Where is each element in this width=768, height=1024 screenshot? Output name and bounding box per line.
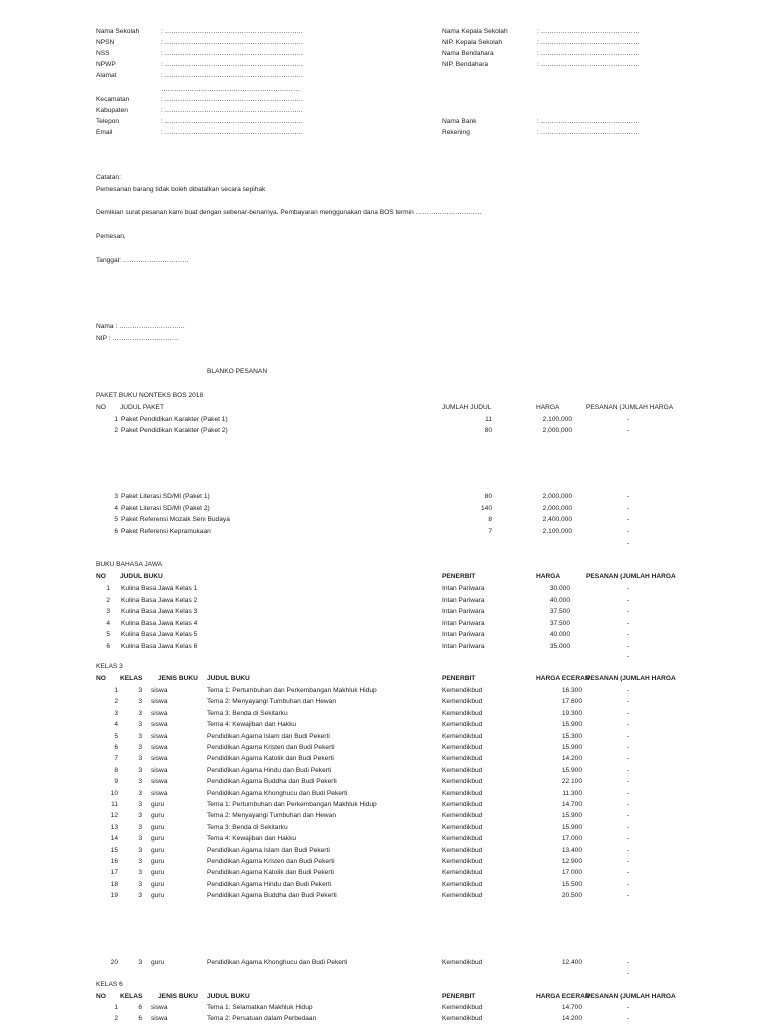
- row-judul: Pendidikan Agama Kristen dan Budi Pekerti: [207, 858, 335, 865]
- row-pesanan: -: [626, 698, 630, 706]
- row-no: 2: [114, 1015, 118, 1023]
- row-pesanan: -: [626, 416, 630, 423]
- row-penerbit: Intan Pariwara: [442, 608, 485, 616]
- row-penerbit: Kemendikbud: [442, 869, 483, 877]
- row-harga: 15.300: [561, 732, 582, 740]
- col-header-pesanan: PESANAN (JUMLAH HARGA: [586, 675, 676, 682]
- row-judul: Paket Literasi SD/MI (Paket 1): [121, 493, 210, 500]
- row-penerbit: Kemendikbud: [442, 846, 483, 854]
- row-penerbit: Kemendikbud: [442, 880, 483, 888]
- row-pesanan: -: [626, 732, 630, 740]
- header-field-value: : ………………………………………: [537, 129, 640, 136]
- row-no: 1: [114, 1004, 118, 1011]
- row-jenis: siswa: [151, 687, 168, 694]
- col-header-no: NO: [96, 675, 106, 682]
- row-jenis: siswa: [151, 709, 168, 717]
- col-header-judul: JUDUL BUKU: [207, 993, 250, 1000]
- row-harga: 15.900: [561, 812, 582, 820]
- row-no: 6: [106, 643, 110, 650]
- row-jenis: guru: [151, 801, 165, 808]
- row-kelas: 3: [138, 892, 142, 900]
- row-penerbit: Kemendikbud: [442, 721, 483, 729]
- header-field-value: : ………………………………………………………: [161, 28, 304, 35]
- row-jenis: guru: [151, 880, 165, 888]
- row-no: 3: [114, 709, 118, 717]
- col-header-harga: HARGA ECERAN: [536, 993, 590, 1000]
- row-harga: 15.900: [561, 721, 582, 729]
- section-title-kelas6: KELAS 6: [96, 981, 123, 988]
- row-judul: Tema 3: Benda di Sekitarku: [207, 709, 288, 717]
- row-harga: 15.900: [561, 823, 582, 831]
- col-header-judul: JUDUL BUKU: [120, 573, 163, 580]
- col-header-pesanan: PESANAN (JUMLAH HARGA: [586, 404, 674, 411]
- row-judul: Pendidikan Agama Katolik dan Budi Pekerti: [207, 869, 334, 877]
- row-kelas: 3: [138, 778, 142, 786]
- row-no: 16: [110, 858, 118, 865]
- row-pesanan: -: [626, 835, 630, 843]
- row-kelas: 3: [138, 721, 142, 729]
- nip-field: NIP : …………………………: [96, 335, 179, 342]
- row-jenis: guru: [151, 835, 165, 843]
- row-jenis: siswa: [151, 766, 168, 774]
- row-kelas: 3: [138, 698, 142, 706]
- col-header-no: NO: [96, 573, 106, 580]
- row-harga: 2,100,000: [542, 416, 572, 423]
- row-pesanan: -: [626, 755, 630, 763]
- catatan-label: Catatan:: [96, 174, 121, 181]
- row-harga: 17.000: [561, 835, 582, 843]
- row-judul: Paket Pendidikan Karakter (Paket 2): [121, 427, 228, 434]
- row-pesanan: -: [626, 846, 630, 854]
- row-penerbit: Kemendikbud: [442, 801, 483, 808]
- header-field-value: : ………………………………………………………: [161, 50, 304, 57]
- row-jenis: guru: [151, 812, 165, 820]
- row-no: 6: [114, 528, 118, 536]
- row-jenis: siswa: [151, 755, 168, 763]
- section-total: -: [626, 653, 630, 660]
- col-header-penerbit: PENERBIT: [442, 993, 476, 1000]
- row-pesanan: -: [626, 709, 630, 717]
- row-penerbit: Kemendikbud: [442, 835, 483, 843]
- row-harga: 17.600: [561, 698, 582, 706]
- header-field-label: Nama Kepala Sekolah: [442, 28, 508, 35]
- col-header-harga: HARGA ECERAN: [536, 675, 590, 682]
- row-penerbit: Kemendikbud: [442, 766, 483, 774]
- row-jenis: siswa: [151, 789, 168, 797]
- header-field-label: Nama Sekolah: [96, 28, 140, 35]
- section-total: -: [626, 970, 630, 977]
- row-kelas: 3: [138, 744, 142, 751]
- row-harga: 2,000,000: [542, 504, 572, 512]
- row-kelas: 3: [138, 835, 142, 843]
- row-penerbit: Kemendikbud: [442, 687, 483, 694]
- col-header-jenis: JENIS BUKU: [158, 675, 198, 682]
- row-harga: 17.000: [561, 869, 582, 877]
- header-field-value: : ………………………………………………………: [161, 61, 304, 68]
- header-field-label: NIP. Bendahara: [442, 61, 489, 68]
- row-harga: 14.700: [561, 801, 582, 808]
- row-jenis: siswa: [151, 778, 168, 786]
- row-penerbit: Intan Pariwara: [442, 585, 485, 592]
- row-penerbit: Kemendikbud: [442, 892, 483, 900]
- row-pesanan: -: [626, 869, 630, 877]
- row-harga: 20.500: [561, 892, 582, 900]
- row-judul: Tema 4: Kewajiban dan Hakku: [207, 721, 297, 729]
- row-jumlah: 8: [488, 516, 492, 524]
- header-field-value: : ………………………………………: [537, 39, 640, 46]
- header-field-value: : ………………………………………………………: [161, 129, 304, 136]
- row-judul: Tema 4: Kewajiban dan Hakku: [207, 835, 297, 843]
- row-no: 5: [106, 631, 110, 639]
- row-harga: 16.300: [561, 687, 582, 694]
- row-no: 19: [110, 892, 118, 900]
- row-pesanan: -: [626, 631, 630, 639]
- col-header-kelas: KELAS: [120, 993, 143, 1000]
- row-judul: Kulina Basa Jawa Kelas 2: [121, 596, 198, 604]
- row-harga: 12.400: [561, 959, 582, 966]
- row-pesanan: -: [626, 778, 630, 786]
- row-harga: 19.300: [561, 709, 582, 717]
- row-penerbit: Kemendikbud: [442, 823, 483, 831]
- row-pesanan: -: [626, 823, 630, 831]
- row-kelas: 3: [138, 858, 142, 865]
- col-header-pesanan: PESANAN (JUMLAH HARGA: [586, 993, 676, 1000]
- blanko-title: BLANKO PESANAN: [207, 368, 268, 375]
- row-pesanan: -: [626, 504, 630, 512]
- header-field-label: NIP. Kepala Sekolah: [442, 39, 502, 46]
- row-pesanan: -: [626, 643, 630, 650]
- row-no: 1: [114, 687, 118, 694]
- row-judul: Pendidikan Agama Buddha dan Budi Pekerti: [207, 778, 337, 786]
- row-harga: 37.500: [549, 619, 570, 627]
- row-no: 2: [106, 596, 110, 604]
- row-no: 17: [110, 869, 118, 877]
- row-kelas: 3: [138, 732, 142, 740]
- row-judul: Pendidikan Agama Hindu dan Budi Pekerti: [207, 880, 332, 888]
- row-jenis: siswa: [151, 698, 168, 706]
- row-penerbit: Kemendikbud: [442, 812, 483, 820]
- row-penerbit: Kemendikbud: [442, 1015, 483, 1023]
- col-header-no: NO: [96, 404, 106, 411]
- header-field-label: Telepon: [96, 118, 120, 125]
- col-header-penerbit: PENERBIT: [442, 675, 476, 682]
- header-field-label: Nama Bank: [442, 118, 477, 125]
- row-kelas: 3: [138, 880, 142, 888]
- row-jenis: siswa: [151, 732, 168, 740]
- row-penerbit: Kemendikbud: [442, 755, 483, 763]
- header-field-value: : ………………………………………: [537, 28, 640, 35]
- section-total: -: [626, 540, 630, 547]
- row-pesanan: -: [626, 744, 630, 751]
- row-no: 5: [114, 516, 118, 524]
- header-field-label: Kecamatan: [96, 96, 130, 103]
- header-field-value: : ………………………………………………………: [161, 118, 304, 125]
- row-judul: Tema 2: Persatuan dalam Perbedaan: [207, 1015, 317, 1023]
- row-kelas: 3: [138, 687, 142, 694]
- header-field-label: Email: [96, 129, 113, 136]
- row-no: 2: [114, 427, 118, 434]
- row-harga: 14.200: [561, 1015, 582, 1023]
- row-harga: 12.900: [561, 858, 582, 865]
- row-jenis: guru: [151, 959, 165, 966]
- row-harga: 40.000: [549, 596, 570, 604]
- header-field-label: Rekening: [442, 129, 470, 136]
- row-harga: 22.100: [561, 778, 582, 786]
- row-jumlah: 140: [480, 504, 492, 512]
- section-title-paket: PAKET BUKU NONTEKS BOS 2018: [96, 392, 204, 399]
- row-pesanan: -: [626, 596, 630, 604]
- row-pesanan: -: [626, 892, 630, 900]
- col-header-kelas: KELAS: [120, 675, 143, 682]
- row-kelas: 3: [138, 823, 142, 831]
- row-jenis: guru: [151, 858, 165, 865]
- nama-field: Nama : …………………………: [96, 323, 186, 330]
- row-no: 3: [106, 608, 110, 616]
- row-kelas: 3: [138, 812, 142, 820]
- row-jenis: guru: [151, 869, 165, 877]
- row-pesanan: -: [626, 801, 630, 808]
- header-field-value: : ………………………………………………………: [161, 96, 304, 103]
- row-no: 14: [110, 835, 118, 843]
- col-header-jenis: JENIS BUKU: [158, 993, 198, 1000]
- header-field-label: NSS: [96, 50, 110, 57]
- header-field-label: NPWP: [96, 61, 116, 68]
- row-judul: Pendidikan Agama Kristen dan Budi Pekerti: [207, 744, 335, 751]
- row-judul: Pendidikan Agama Islam dan Budi Pekerti: [207, 732, 330, 740]
- row-no: 10: [110, 789, 118, 797]
- row-judul: Tema 3: Benda di Sekitarku: [207, 823, 288, 831]
- row-kelas: 3: [138, 801, 142, 808]
- row-no: 4: [114, 721, 118, 729]
- row-penerbit: Intan Pariwara: [442, 643, 485, 650]
- row-pesanan: -: [626, 427, 630, 434]
- row-no: 18: [110, 880, 118, 888]
- row-judul: Pendidikan Agama Katolik dan Budi Pekerti: [207, 755, 334, 763]
- row-no: 1: [114, 416, 118, 423]
- col-header-penerbit: PENERBIT: [442, 573, 476, 580]
- row-kelas: 3: [138, 766, 142, 774]
- header-field-value: ………………………………………………………: [161, 86, 300, 93]
- row-judul: Tema 1: Pertumbuhan dan Perkembangan Makhluk Hidup: [207, 687, 377, 694]
- row-no: 2: [114, 698, 118, 706]
- row-pesanan: -: [626, 619, 630, 627]
- row-pesanan: -: [626, 585, 630, 592]
- row-harga: 37.500: [549, 608, 570, 616]
- row-judul: Tema 2: Menyayangi Tumbuhan dan Hewan: [207, 698, 337, 706]
- col-header-harga: HARGA: [536, 404, 560, 411]
- row-jenis: siswa: [151, 721, 168, 729]
- row-no: 1: [106, 585, 110, 592]
- col-header-jumlah: JUMLAH JUDUL: [442, 404, 492, 411]
- header-field-value: : ………………………………………: [537, 50, 640, 57]
- header-field-value: : ………………………………………: [537, 61, 640, 68]
- row-judul: Kulina Basa Jawa Kelas 5: [121, 631, 198, 639]
- row-penerbit: Intan Pariwara: [442, 596, 485, 604]
- header-field-value: : ………………………………………: [537, 118, 640, 125]
- row-no: 5: [114, 732, 118, 740]
- row-penerbit: Intan Pariwara: [442, 619, 485, 627]
- row-kelas: 3: [138, 959, 142, 966]
- row-pesanan: -: [626, 493, 630, 500]
- row-penerbit: Kemendikbud: [442, 789, 483, 797]
- row-pesanan: -: [626, 880, 630, 888]
- row-harga: 11.300: [562, 789, 582, 797]
- row-harga: 14.200: [561, 755, 582, 763]
- pemesan-label: Pemesan,: [96, 233, 126, 240]
- row-harga: 40.000: [549, 631, 570, 639]
- row-no: 6: [114, 744, 118, 751]
- row-judul: Kulina Basa Jawa Kelas 6: [121, 643, 198, 650]
- row-judul: Paket Literasi SD/MI (Paket 2): [121, 504, 210, 512]
- row-penerbit: Kemendikbud: [442, 709, 483, 717]
- row-jenis: siswa: [151, 744, 168, 751]
- header-field-label: NPSN: [96, 39, 115, 46]
- row-no: 4: [106, 619, 110, 627]
- row-no: 13: [110, 823, 118, 831]
- row-judul: Kulina Basa Jawa Kelas 1: [121, 585, 198, 592]
- row-judul: Kulina Basa Jawa Kelas 4: [121, 619, 198, 627]
- row-kelas: 3: [138, 755, 142, 763]
- row-pesanan: -: [626, 721, 630, 729]
- col-header-harga: HARGA: [536, 573, 561, 580]
- row-no: 20: [110, 959, 118, 966]
- row-pesanan: -: [626, 812, 630, 820]
- row-kelas: 3: [138, 846, 142, 854]
- tanggal-field: Tanggal: …………………………: [96, 257, 189, 264]
- col-header-judul: JUDUL BUKU: [207, 675, 250, 682]
- row-harga: 2,400,000: [542, 516, 572, 524]
- row-judul: Pendidikan Agama Khonghucu dan Budi Pekerti: [207, 789, 348, 797]
- row-harga: 14.700: [561, 1004, 582, 1011]
- row-harga: 2,100,000: [542, 528, 572, 536]
- row-harga: 35.000: [549, 643, 570, 650]
- row-no: 11: [111, 801, 118, 808]
- row-jumlah: 80: [484, 427, 492, 434]
- row-judul: Kulina Basa Jawa Kelas 3: [121, 608, 198, 616]
- row-harga: 15.900: [561, 744, 582, 751]
- row-jenis: siswa: [151, 1004, 168, 1011]
- row-kelas: 3: [138, 789, 142, 797]
- row-kelas: 6: [138, 1004, 142, 1011]
- row-kelas: 6: [138, 1015, 142, 1023]
- row-harga: 2,000,000: [542, 427, 572, 434]
- row-pesanan: -: [626, 1004, 630, 1011]
- row-harga: 2,000,000: [542, 493, 572, 500]
- row-judul: Pendidikan Agama Hindu dan Budi Pekerti: [207, 766, 332, 774]
- row-judul: Paket Referensi Mozaik Seni Budaya: [121, 516, 230, 524]
- row-penerbit: Kemendikbud: [442, 1004, 483, 1011]
- section-title-kelas3: KELAS 3: [96, 663, 123, 670]
- row-judul: Tema 1: Selamatkan Makhluk Hidup: [207, 1004, 313, 1011]
- section-title-jawa: BUKU BAHASA JAWA: [96, 561, 163, 568]
- statement-text: Demikian surat pesanan kami buat dengan sebenar-benarnya. Pembayaran menggunakan dana BOS termin …………………………: [96, 209, 482, 216]
- row-pesanan: -: [626, 608, 630, 616]
- row-judul: Paket Pendidikan Karakter (Paket 1): [121, 416, 228, 423]
- row-jumlah: 11: [485, 416, 492, 423]
- row-jenis: siswa: [151, 1015, 168, 1023]
- row-penerbit: Kemendikbud: [442, 698, 483, 706]
- row-pesanan: -: [626, 766, 630, 774]
- row-harga: 15.900: [561, 766, 582, 774]
- header-field-label: Nama Bendahara: [442, 50, 494, 57]
- row-pesanan: -: [626, 858, 630, 865]
- row-judul: Paket Referensi Kepramukaan: [121, 528, 211, 536]
- row-no: 3: [114, 493, 118, 500]
- row-penerbit: Kemendikbud: [442, 959, 483, 966]
- row-no: 7: [114, 755, 118, 763]
- row-pesanan: -: [626, 959, 630, 966]
- row-no: 9: [114, 778, 118, 786]
- header-field-value: : ………………………………………………………: [161, 39, 304, 46]
- row-pesanan: -: [626, 528, 630, 536]
- row-penerbit: Kemendikbud: [442, 744, 483, 751]
- row-jumlah: 80: [484, 493, 492, 500]
- row-pesanan: -: [626, 516, 630, 524]
- col-header-judul: JUDUL PAKET: [120, 404, 164, 411]
- header-field-value: : ………………………………………………………: [161, 107, 304, 114]
- row-pesanan: -: [626, 789, 630, 797]
- row-judul: Pendidikan Agama Islam dan Budi Pekerti: [207, 846, 330, 854]
- header-field-label: Alamat: [96, 72, 117, 79]
- header-field-label: Kabupaten: [96, 107, 128, 114]
- col-header-pesanan: PESANAN (JUMLAH HARGA: [586, 573, 676, 580]
- row-kelas: 3: [138, 709, 142, 717]
- row-pesanan: -: [626, 1015, 630, 1023]
- catatan-text: Pemesanan barang tidak boleh dibatalkan secara sepihak: [96, 186, 266, 193]
- row-pesanan: -: [626, 687, 630, 694]
- row-penerbit: Intan Pariwara: [442, 631, 485, 639]
- row-harga: 15.500: [561, 880, 582, 888]
- row-judul: Tema 2: Menyayangi Tumbuhan dan Hewan: [207, 812, 337, 820]
- row-jenis: guru: [151, 846, 165, 854]
- row-penerbit: Kemendikbud: [442, 778, 483, 786]
- row-judul: Tema 1: Pertumbuhan dan Perkembangan Makhluk Hidup: [207, 801, 377, 808]
- row-no: 4: [114, 504, 118, 512]
- row-no: 8: [114, 766, 118, 774]
- row-no: 12: [110, 812, 118, 820]
- row-harga: 13.400: [561, 846, 582, 854]
- row-judul: Pendidikan Agama Khonghucu dan Budi Pekerti: [207, 959, 348, 966]
- row-kelas: 3: [138, 869, 142, 877]
- header-field-value: : ………………………………………………………: [161, 72, 304, 79]
- col-header-no: NO: [96, 993, 106, 1000]
- row-judul: Pendidikan Agama Buddha dan Budi Pekerti: [207, 892, 337, 900]
- row-jenis: guru: [151, 892, 165, 900]
- row-harga: 30.000: [549, 585, 570, 592]
- row-jumlah: 7: [488, 528, 492, 536]
- row-no: 15: [110, 846, 118, 854]
- row-penerbit: Kemendikbud: [442, 858, 483, 865]
- row-jenis: guru: [151, 823, 165, 831]
- row-penerbit: Kemendikbud: [442, 732, 483, 740]
